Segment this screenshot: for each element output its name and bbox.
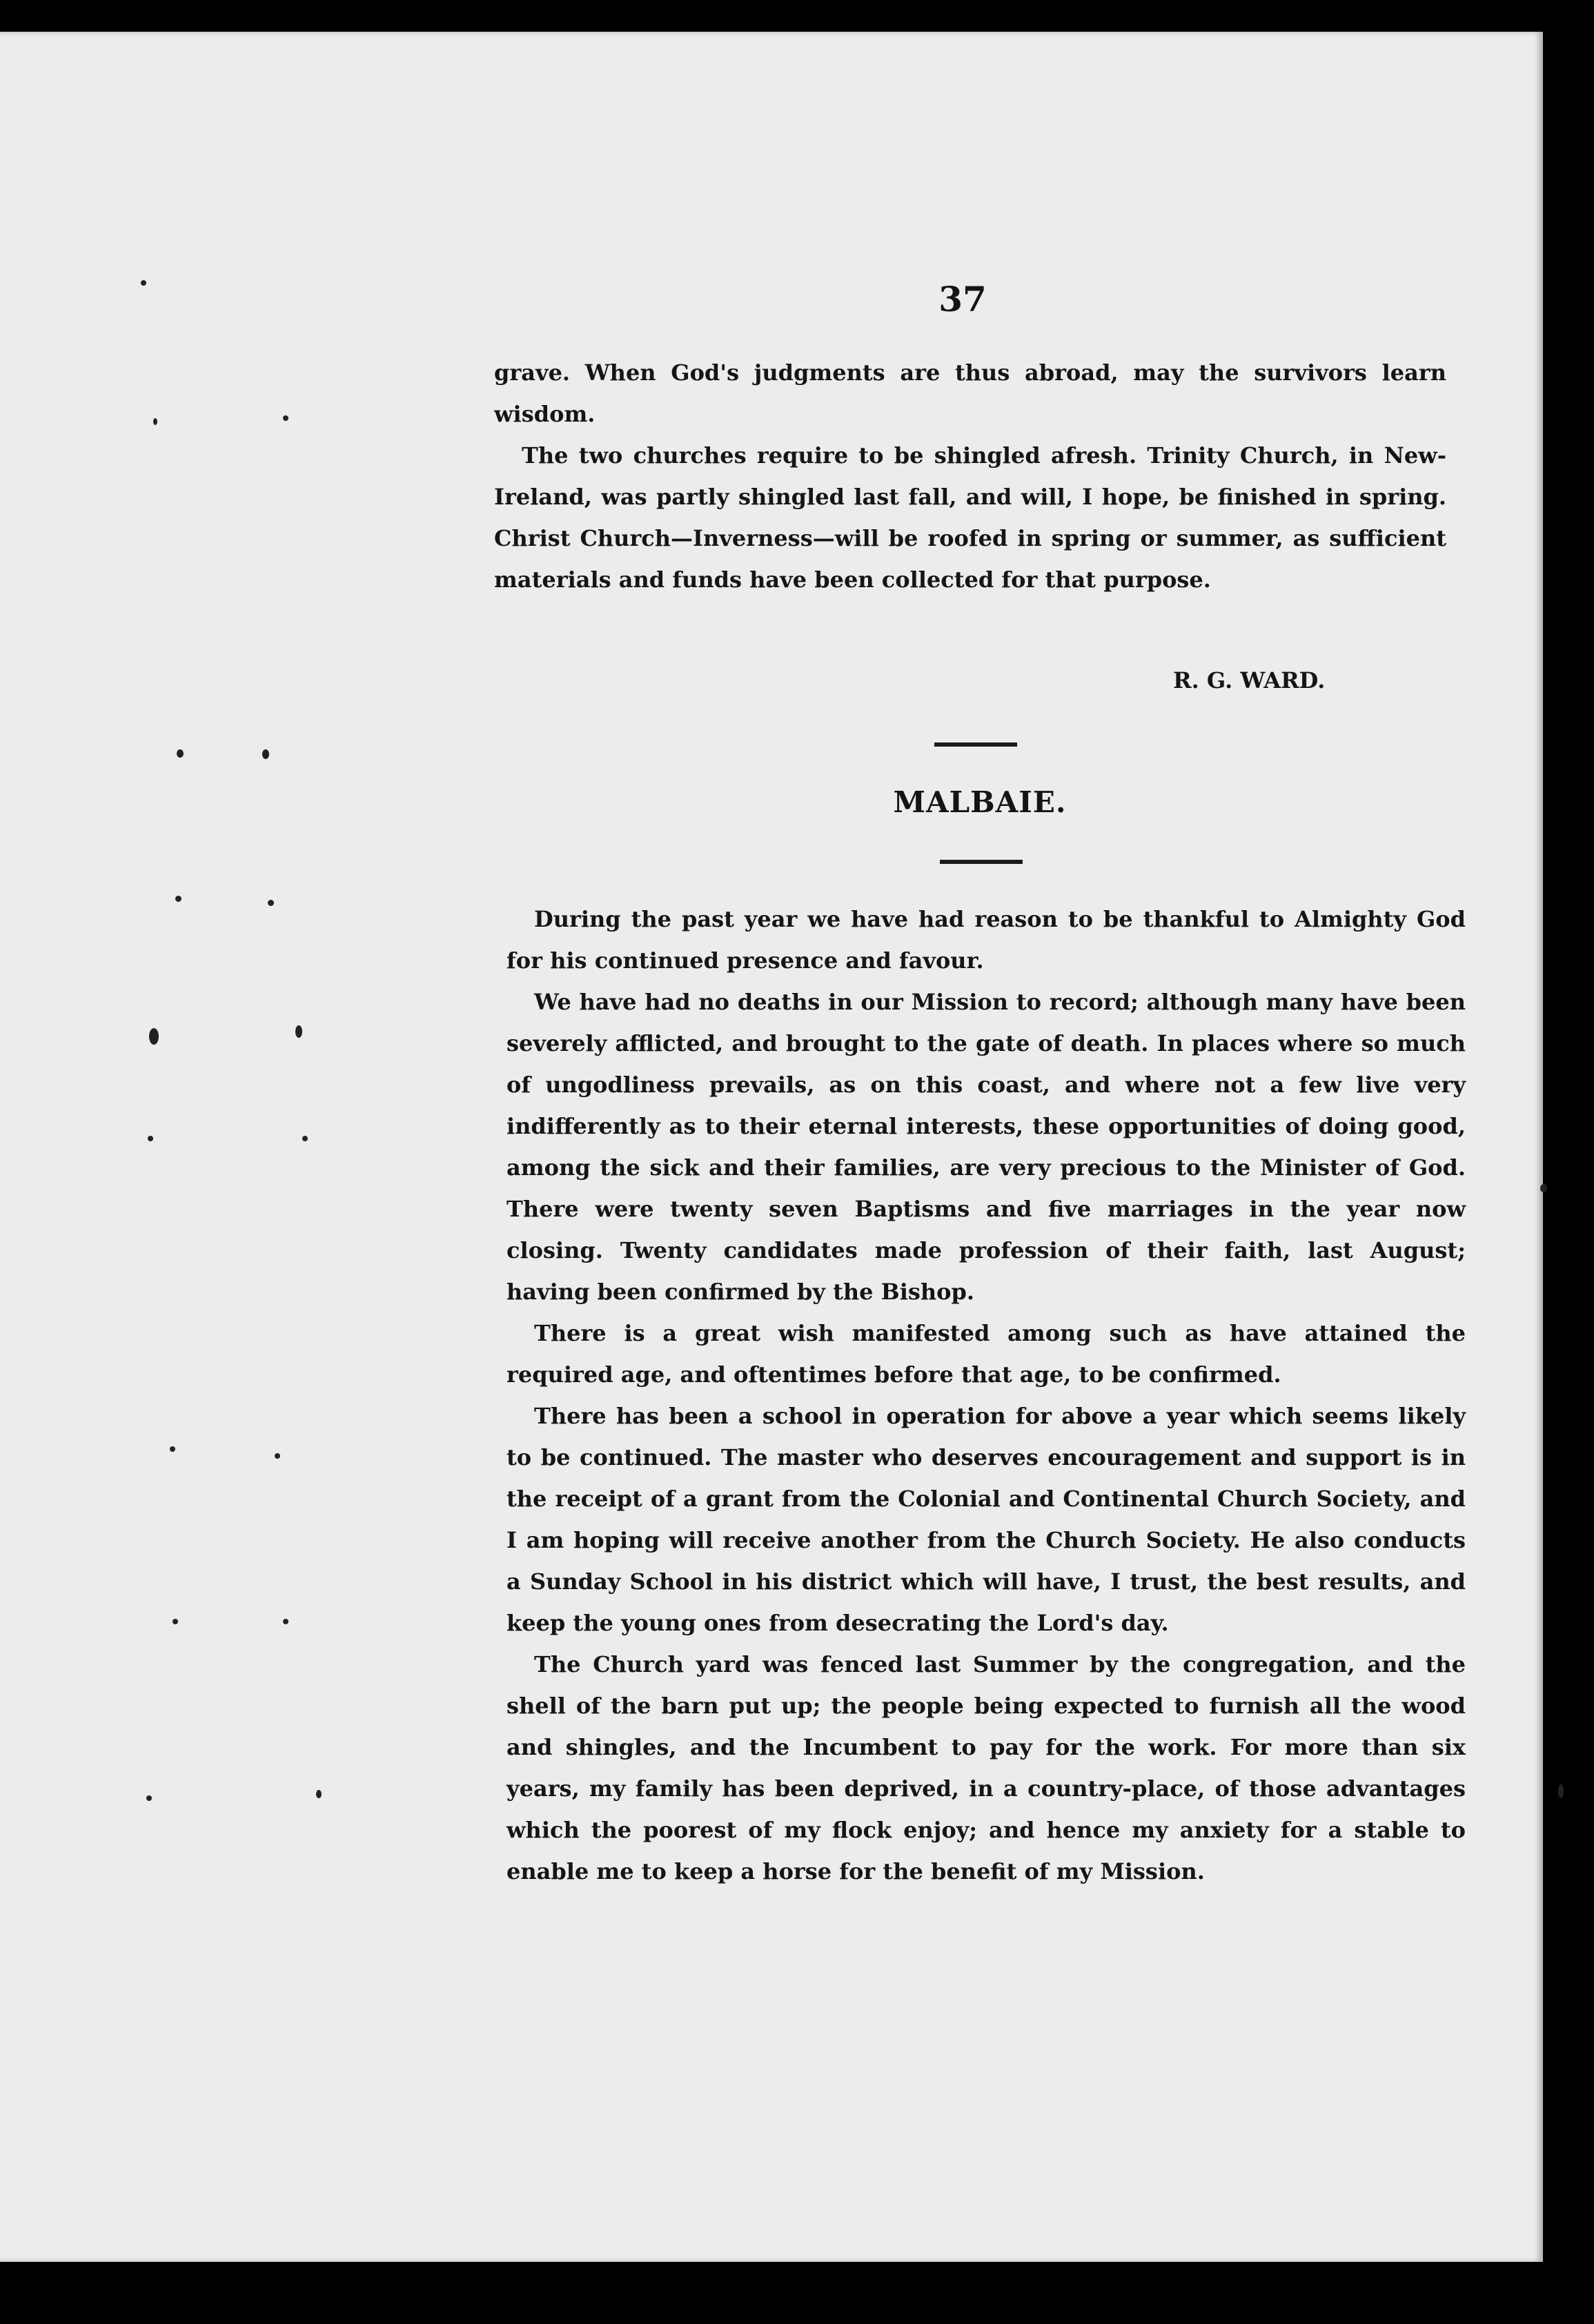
scan-speck bbox=[283, 1619, 288, 1624]
scan-speck bbox=[302, 1136, 308, 1141]
scan-speck bbox=[149, 1028, 159, 1045]
continued-text-block bbox=[494, 352, 1446, 600]
section-divider-bottom bbox=[940, 860, 1023, 864]
scan-speck bbox=[148, 1136, 153, 1141]
scan-speck bbox=[268, 900, 274, 906]
scan-speck bbox=[146, 1795, 152, 1801]
paragraph: During the past year we have had reason to be thankful to Almighty God for his continued presence and favour. bbox=[506, 906, 1466, 974]
paragraph: There is a great wish manifested among such as have attained the required age, and oftentimes before that age, to be confirmed. bbox=[506, 1320, 1466, 1388]
scan-speck bbox=[283, 415, 288, 421]
scan-speck bbox=[177, 749, 184, 758]
scan-speck bbox=[153, 418, 157, 425]
section-divider-top bbox=[934, 742, 1017, 747]
section-body bbox=[506, 898, 1466, 1892]
paragraph: The Church yard was fenced last Summer by the congregation, and the shell of the barn put up; the people being expected to furnish all the wood and shingles, and the Incumbent to pay for the work. For more than six years, my family has been deprived, in a country-place, of those advantages which the poorest of my flock enjoy; and hence my anxiety for a stable to enable me to keep a horse for the benefit of my Mission. bbox=[506, 1651, 1466, 1884]
scan-speck bbox=[141, 280, 146, 286]
scan-speck bbox=[316, 1790, 322, 1798]
paragraph: grave. When God's judgments are thus abroad, may the survivors learn wisdom. bbox=[494, 360, 1446, 427]
scan-speck bbox=[262, 749, 269, 759]
book-page bbox=[0, 32, 1543, 2262]
section-heading: MALBAIE. bbox=[893, 785, 1067, 819]
scan-speck bbox=[295, 1025, 302, 1038]
scan-speck bbox=[1558, 1784, 1564, 1798]
scan-speck bbox=[175, 896, 181, 902]
paragraph: There has been a school in operation for above a year which seems likely to be continued. The master who deserves encouragement and support is in the receipt of a grant from the Colonial and Continental Church Society, and I am hoping will receive another from the Church Society. He also conducts a Sunday School in his district which will have, I trust, the best results, and keep the young ones from desecrating the Lord's day. bbox=[506, 1403, 1466, 1636]
scan-speck bbox=[1540, 1184, 1547, 1192]
scan-speck bbox=[170, 1446, 175, 1452]
page-number: 37 bbox=[938, 279, 987, 319]
scan-speck bbox=[275, 1453, 280, 1459]
author-signature: R. G. WARD. bbox=[1173, 667, 1326, 693]
paragraph: The two churches require to be shingled afresh. Trinity Church, in New-Ireland, was partly shingled last fall, and will, I hope, be finished in spring. Christ Church—Inverness—will be roofed in spring or summer, as sufficient materials and funds have been collected for that purpose. bbox=[494, 442, 1446, 593]
paragraph: We have had no deaths in our Mission to record; although many have been severely afflicted, and brought to the gate of death. In places where so much of ungodliness prevails, as on this coast, and where not a few live very indifferently as to their eternal interests, these opportunities of doing good, among the sick and their families, are very precious to the Minister of God. There were twenty seven Baptisms and five marriages in the year now closing. Twenty candidates made profession of their faith, last August; having been confirmed by the Bishop. bbox=[506, 989, 1466, 1305]
scan-speck bbox=[173, 1619, 178, 1624]
